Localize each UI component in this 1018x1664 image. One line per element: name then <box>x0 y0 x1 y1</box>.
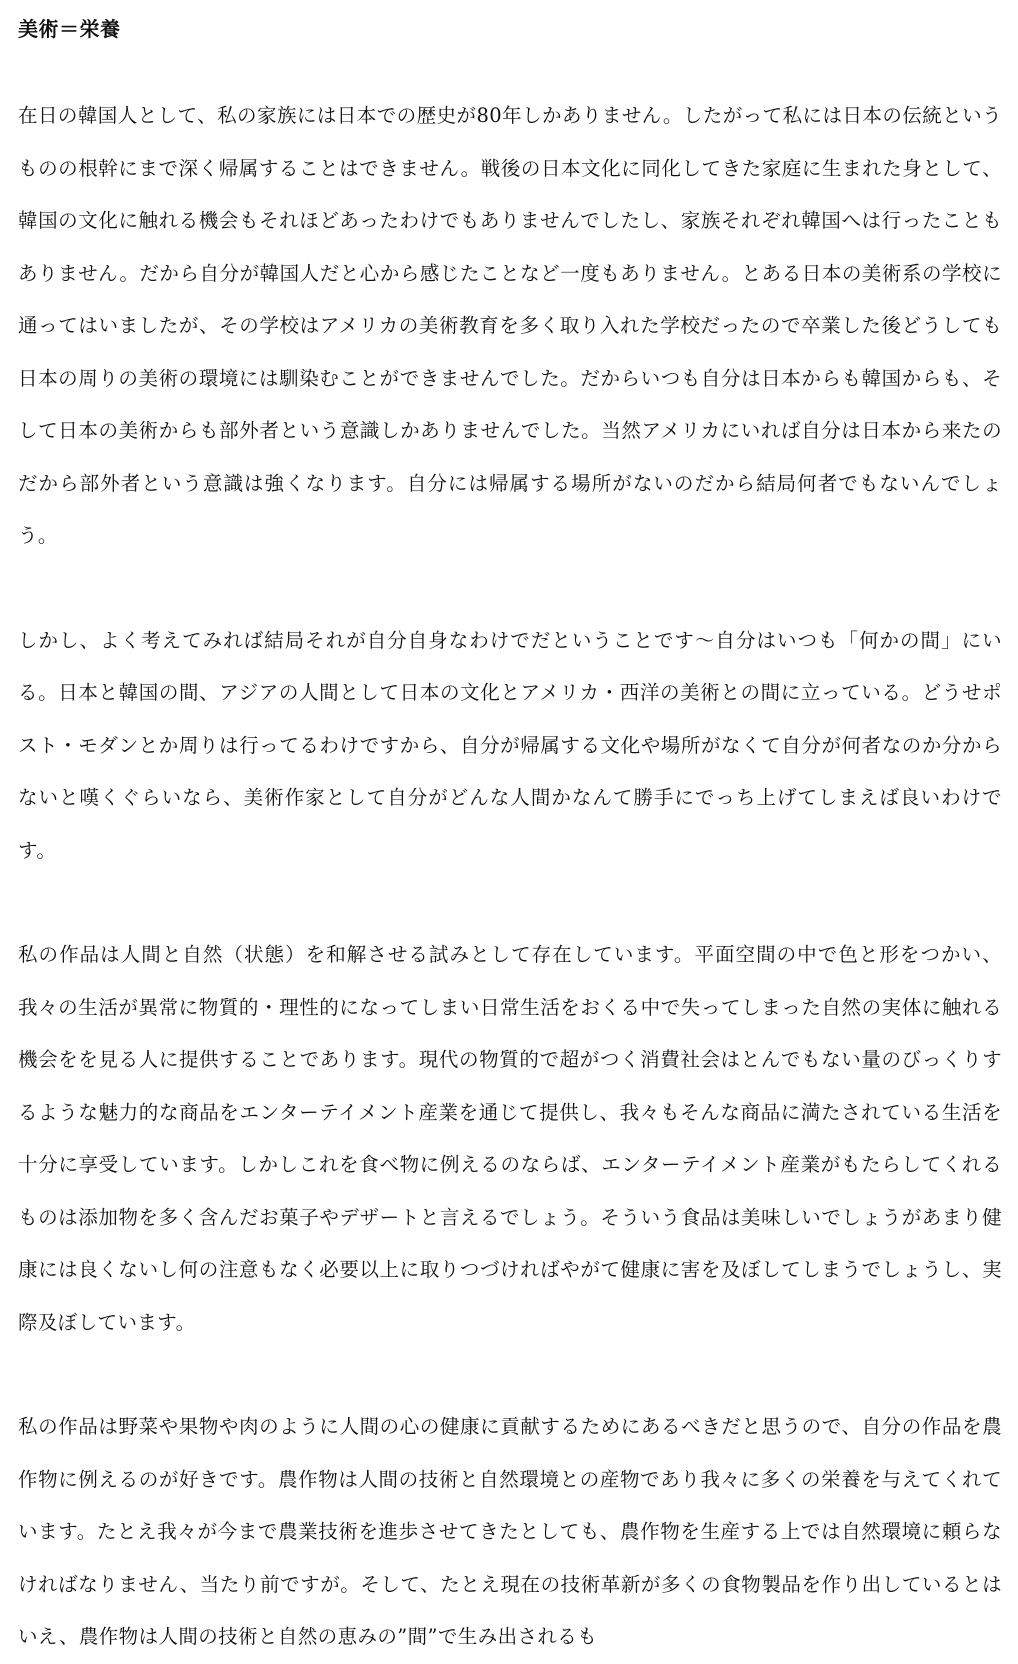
paragraph-2: しかし、よく考えてみれば結局それが自分自身なわけでだということです〜自分はいつも「何かの間」にいる。日本と韓国の間、アジアの人間として日本の文化とアメリカ・西洋の美術との間に立っている。どうせポスト・モダンとか周りは行ってるわけですから、自分が帰属する文化や場所がなくて自分が何者なのか分からないと嘆くぐらいなら、美術作家として自分がどんな人間かなんて勝手にでっち上げてしまえば良いわけです。 <box>18 628 1002 862</box>
paragraph-4: 私の作品は野菜や果物や肉のように人間の心の健康に貢献するためにあるべきだと思うので、自分の作品を農作物に例えるのが好きです。農作物は人間の技術と自然環境との産物であり我々に多くの栄養を与えてくれています。たとえ我々が今まで農業技術を進歩させてきたとしても、農作物を生産する上では自然環境に頼らなければなりません、当たり前ですが。そして、たとえ現在の技術革新が多くの食物製品を作り出しているとはいえ、農作物は人間の技術と自然の恵みの”間”で生み出されるも <box>18 1415 1002 1648</box>
document-body <box>18 12 1002 1664</box>
paragraph-3: 私の作品は人間と自然（状態）を和解させる試みとして存在しています。平面空間の中で色と形をつかい、我々の生活が異常に物質的・理性的になってしまい日常生活をおくる中で失ってしまった自然の実体に触れる機会をを見る人に提供することであります。現代の物質的で超がつく消費社会はとんでもない量のびっくりするような魅力的な商品をエンターテイメント産業を通じて提供し、我々もそんな商品に満たされている生活を十分に享受しています。しかしこれを食べ物に例えるのならば、エンターテイメント産業がもたらしてくれるものは添加物を多く含んだお菓子やデザートと言えるでしょう。そういう食品は美味しいでしょうがあまり健康には良くないし何の注意もなく必要以上に取りつづければやがて健康に害を及ぼしてしまうでしょうし、実際及ぼしています。 <box>18 943 1002 1334</box>
paragraph-1: 在日の韓国人として、私の家族には日本での歴史が80年しかありません。したがって私には日本の伝統というものの根幹にまで深く帰属することはできません。戦後の日本文化に同化してきた家庭に生まれた身として、韓国の文化に触れる機会もそれほどあったわけでもありませんでしたし、家族それぞれ韓国へは行ったこともありません。だから自分が韓国人だと心から感じたことなど一度もありません。とある日本の美術系の学校に通ってはいましたが、その学校はアメリカの美術教育を多く取り入れた学校だったので卒業した後どうしても日本の周りの美術の環境には馴染むことができませんでした。だからいつも自分は日本からも韓国からも、そして日本の美術からも部外者という意識しかありませんでした。当然アメリカにいれば自分は日本から来たのだから部外者という意識は強くなります。自分には帰属する場所がないのだから結局何者でもないんでしょう。 <box>18 104 1002 547</box>
page-title: 美術＝栄養 <box>18 17 121 41</box>
